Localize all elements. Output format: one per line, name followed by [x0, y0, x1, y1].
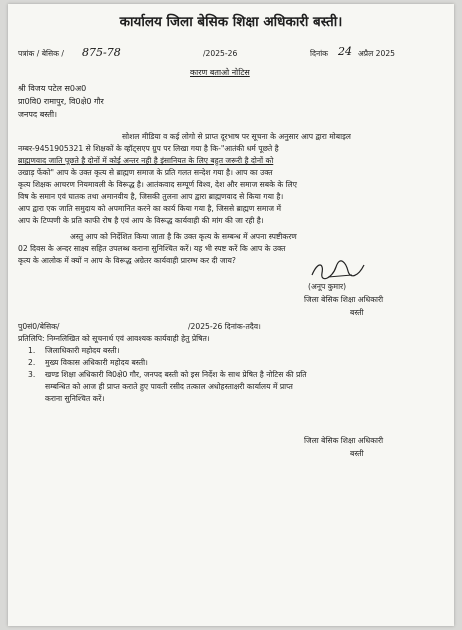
body-line: कृत्य शिक्षक आचरण नियमावली के विरूद्ध है। आतंकवाद सम्पूर्ण विश्व, देश और समाज सबके के लिए	[18, 180, 297, 189]
copy-item-text: मुख्य विकास अधिकारी महोदय बस्ती।	[45, 358, 148, 367]
body-line: ब्राह्मणवाद जाति पूछते है दोनों में कोई अन्तर नही है इंसानियत के लिए बहुत जरूरी है दोनों को	[18, 156, 274, 165]
body-line: उखाड़ फेंको" आप के उक्त कृत्य से ब्राह्मण समाज के प्रति गलत सन्देश गया है। आप का उक्त	[18, 168, 273, 177]
letter-page	[8, 4, 454, 626]
date-label: दिनांक	[310, 49, 329, 58]
reference-year: /2025-26	[203, 49, 238, 58]
signatory-place: बस्ती	[350, 308, 364, 317]
body-line: कृत्य के आलोक में क्यों न आप के विरूद्ध अग्रेतर कार्यवाही प्रारम्भ कर दी जाय?	[18, 256, 236, 265]
addressee-district: जनपद बस्ती।	[18, 110, 58, 119]
reference-prefix: पत्रांक / बेसिक /	[18, 49, 64, 58]
copy-item-text: कराना सुनिश्चित करें।	[45, 394, 105, 403]
body-line: 02 दिवस के अन्दर साक्ष्य सहित उपलब्ध कराना सुनिश्चित करें। यह भी स्पष्ट करें कि आप के उक्त	[18, 244, 286, 253]
date-day: 24	[338, 45, 352, 58]
signatory-place-2: बस्ती	[350, 449, 364, 458]
body-paragraph-1	[18, 131, 446, 227]
addressee-name: श्री विजय पटेल स0अ0	[18, 84, 87, 93]
copy-reference-prefix: पु0सं0/बेसिक/	[18, 322, 60, 331]
reference-number: 875-78	[82, 46, 121, 59]
copy-item-text: सम्बन्धित को आज ही प्राप्त कराते हुए पावती रसीद तत्काल अधोहस्ताक्षरी कार्यालय में प्राप्त	[45, 382, 293, 391]
office-title: कार्यालय जिला बेसिक शिक्षा अधिकारी बस्ती।	[119, 14, 343, 30]
copy-item-text: जिलाधिकारी महोदय बस्ती।	[45, 346, 120, 355]
signatory-name: (अनूप कुमार)	[308, 282, 347, 291]
copy-item-number: 3.	[28, 370, 36, 379]
signatory-designation: जिला बेसिक शिक्षा अधिकारी	[304, 295, 384, 304]
body-line: नम्बर-9451905321 से शिक्षकों के व्हॉट्सएप ग्रुप पर लिखा गया है कि-"आतंकी धर्म पूछते है	[18, 144, 279, 153]
body-line: सोशल मीडिया व कई लोगो से प्राप्त दूरभाष पर सूचना के अनुसार आप द्वारा मोबाइल	[122, 132, 351, 141]
copy-intro: प्रतिलिपि: निम्नलिखित को सूचनार्थ एवं आवश्यक कार्यवाही हेतु प्रेषित।	[18, 334, 210, 343]
handwritten-signature-1	[308, 257, 368, 283]
subject-heading: कारण बताओ नोटिस	[190, 68, 250, 77]
date-month-year: अप्रैल 2025	[358, 49, 396, 58]
signatory-designation-2: जिला बेसिक शिक्षा अधिकारी	[304, 436, 384, 445]
addressee-school: प्रा0वि0 रामापुर, वि0क्षे0 गौर	[18, 97, 104, 106]
body-line: विष के समान एवं घातक तथा अमानवीय है, जिसकी तुलना आप द्वारा ब्राह्मणवाद से किया गया है।	[18, 192, 284, 201]
body-line: आप द्वारा एक जाति समुदाय को अपमानित करने का कार्य किया गया है, जिससे ब्राह्मण समाज में	[18, 204, 282, 213]
body-line: आप के टिप्पणी के प्रति काफी रोष है एवं आप के विरूद्ध कार्यवाही की मांग की जा रही है।	[18, 216, 264, 225]
copy-item-number: 2.	[28, 358, 36, 367]
copy-reference-date: /2025-26 दिनांक-तदैव।	[188, 322, 261, 331]
copy-item-text: खण्ड शिक्षा अधिकारी वि0क्षे0 गौर, जनपद बस्ती को इस निर्देश के साथ प्रेषित है नोटिस की प्रति	[45, 370, 307, 379]
copy-item-number: 1.	[28, 346, 36, 355]
body-line: अस्तु आप को निर्देशित किया जाता है कि उक्त कृत्य के सम्बन्ध में अपना स्पष्टीकरण	[70, 232, 297, 241]
body-paragraph-2	[18, 231, 446, 267]
